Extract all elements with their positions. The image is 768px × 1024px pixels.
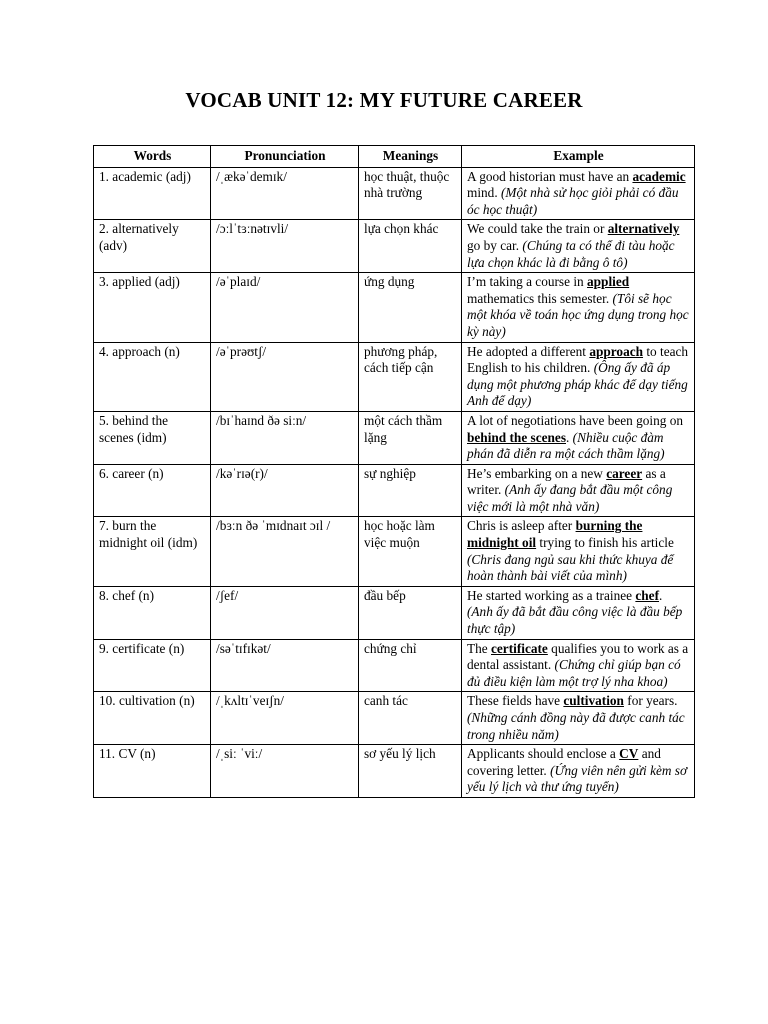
- example-text: A lot of negotiations have been going on: [467, 412, 684, 428]
- meaning-cell: một cách thầm lặng: [359, 411, 462, 464]
- example-text: go by car.: [467, 237, 523, 253]
- example-keyword: behind the scenes: [467, 429, 566, 445]
- example-cell: [462, 745, 695, 798]
- table-row: [94, 464, 695, 517]
- word-cell: 1. academic (adj): [94, 167, 211, 220]
- example-text: qualifies you to work as a dental assistant.: [467, 640, 689, 673]
- pronunciation-cell: /əˈplaɪd/: [211, 273, 359, 342]
- example-keyword: alternatively: [607, 221, 680, 237]
- example-text: He started working as a trainee: [467, 587, 636, 603]
- example-keyword: academic: [632, 168, 686, 184]
- pronunciation-cell: /əˈprəʊtʃ/: [211, 342, 359, 411]
- example-keyword: CV: [619, 746, 639, 762]
- example-text: He’s embarking on a new: [467, 465, 607, 481]
- example-text: mathematics this semester.: [467, 290, 613, 306]
- column-header-pronunciation: Pronunciation: [211, 146, 359, 168]
- table-row: [94, 220, 695, 273]
- example-keyword: chef: [635, 587, 660, 603]
- example-text: trying to finish his article: [536, 535, 674, 551]
- word-cell: 11. CV (n): [94, 745, 211, 798]
- example-text: for years.: [623, 693, 678, 709]
- example-keyword: career: [606, 465, 643, 481]
- example-text: Chris is asleep after: [467, 518, 576, 534]
- meaning-cell: phương pháp, cách tiếp cận: [359, 342, 462, 411]
- pronunciation-cell: /bɪˈhaɪnd ðə siːn/: [211, 411, 359, 464]
- table-row: [94, 745, 695, 798]
- example-cell: [462, 342, 695, 411]
- example-keyword: cultivation: [563, 693, 624, 709]
- example-cell: [462, 517, 695, 586]
- table-row: [94, 167, 695, 220]
- example-translation: (Anh ấy đã bắt đầu công việc là đầu bếp thực tập): [467, 604, 683, 637]
- example-cell: [462, 692, 695, 745]
- word-cell: 9. certificate (n): [94, 639, 211, 692]
- meaning-cell: đầu bếp: [359, 586, 462, 639]
- example-translation: (Chúng ta có thể đi tàu hoặc lựa chọn khác là đi bằng ô tô): [467, 237, 675, 270]
- pronunciation-cell: /kəˈrɪə(r)/: [211, 464, 359, 517]
- example-cell: [462, 586, 695, 639]
- example-text: mind.: [467, 185, 501, 201]
- pronunciation-cell: /ˌækəˈdemɪk/: [211, 167, 359, 220]
- pronunciation-cell: /səˈtɪfɪkət/: [211, 639, 359, 692]
- example-keyword: approach: [589, 343, 644, 359]
- example-cell: [462, 220, 695, 273]
- word-cell: 6. career (n): [94, 464, 211, 517]
- example-cell: [462, 273, 695, 342]
- page-title: VOCAB UNIT 12: MY FUTURE CAREER: [185, 88, 583, 112]
- example-translation: (Chris đang ngủ sau khi thức khuya để hoàn thành bài viết của mình): [467, 551, 674, 584]
- pronunciation-cell: /ʃef/: [211, 586, 359, 639]
- table-row: [94, 517, 695, 586]
- word-cell: 10. cultivation (n): [94, 692, 211, 745]
- example-translation: (Anh ấy đang bắt đầu một công việc mới là một nhà văn): [467, 482, 673, 514]
- example-text: These fields have: [467, 693, 564, 709]
- example-cell: [462, 167, 695, 220]
- example-translation: (Ông ấy đã áp dụng một phương pháp khác để dạy tiếng Anh để dạy): [467, 360, 688, 409]
- example-keyword: certificate: [491, 640, 548, 656]
- meaning-cell: sự nghiệp: [359, 464, 462, 517]
- table-row: [94, 342, 695, 411]
- example-translation: (Một nhà sử học giỏi phải có đầu óc học thuật): [467, 185, 679, 217]
- table-header-row: [94, 146, 695, 168]
- table-row: [94, 273, 695, 342]
- word-cell: 3. applied (adj): [94, 273, 211, 342]
- example-text: .: [659, 587, 663, 603]
- column-header-meanings: Meanings: [359, 146, 462, 168]
- example-cell: [462, 639, 695, 692]
- column-header-example: Example: [462, 146, 695, 168]
- pronunciation-cell: /bɜːn ðə ˈmɪdnaɪt ɔɪl /: [211, 517, 359, 586]
- table-row: [94, 692, 695, 745]
- example-cell: [462, 411, 695, 464]
- table-row: [94, 586, 695, 639]
- vocab-table: [93, 145, 695, 798]
- example-text: and covering letter.: [467, 746, 661, 778]
- example-text: I’m taking a course in: [467, 274, 588, 290]
- example-text: to teach English to his children.: [467, 343, 689, 376]
- word-cell: 4. approach (n): [94, 342, 211, 411]
- example-text: The: [467, 640, 491, 656]
- column-header-words: Words: [94, 146, 211, 168]
- word-cell: 7. burn the midnight oil (idm): [94, 517, 211, 586]
- meaning-cell: ứng dụng: [359, 273, 462, 342]
- example-cell: [462, 464, 695, 517]
- example-translation: (Những cánh đồng này đã được canh tác trong nhiều năm): [467, 710, 685, 742]
- word-cell: 5. behind the scenes (idm): [94, 411, 211, 464]
- table-row: [94, 639, 695, 692]
- meaning-cell: học hoặc làm việc muộn: [359, 517, 462, 586]
- example-translation: (Tôi sẽ học một khóa về toán học ứng dụng trong học kỳ này): [467, 290, 689, 339]
- example-keyword: burning the midnight oil: [467, 518, 643, 551]
- example-text: We could take the train or: [467, 221, 608, 237]
- example-text: He adopted a different: [467, 343, 590, 359]
- example-keyword: applied: [587, 274, 630, 290]
- example-text: .: [566, 429, 573, 445]
- example-text: Applicants should enclose a: [467, 746, 620, 762]
- example-text: A good historian must have an: [467, 168, 633, 184]
- pronunciation-cell: /ɔːlˈtɜːnətɪvli/: [211, 220, 359, 273]
- example-translation: (Ứng viên nên gửi kèm sơ yếu lý lịch và thư ứng tuyển): [467, 762, 688, 795]
- meaning-cell: lựa chọn khác: [359, 220, 462, 273]
- pronunciation-cell: /ˌkʌltɪˈveɪʃn/: [211, 692, 359, 745]
- meaning-cell: học thuật, thuộc nhà trường: [359, 167, 462, 220]
- pronunciation-cell: /ˌsiː ˈviː/: [211, 745, 359, 798]
- meaning-cell: canh tác: [359, 692, 462, 745]
- example-text: as a writer.: [467, 465, 666, 498]
- word-cell: 2. alternatively (adv): [94, 220, 211, 273]
- example-translation: (Nhiều cuộc đàm phán đã diễn ra một cách thầm lặng): [467, 429, 665, 462]
- meaning-cell: sơ yếu lý lịch: [359, 745, 462, 798]
- table-row: [94, 411, 695, 464]
- example-translation: (Chứng chỉ giúp bạn có đủ điều kiện làm một trợ lý nha khoa): [467, 657, 681, 689]
- word-cell: 8. chef (n): [94, 586, 211, 639]
- meaning-cell: chứng chỉ: [359, 639, 462, 692]
